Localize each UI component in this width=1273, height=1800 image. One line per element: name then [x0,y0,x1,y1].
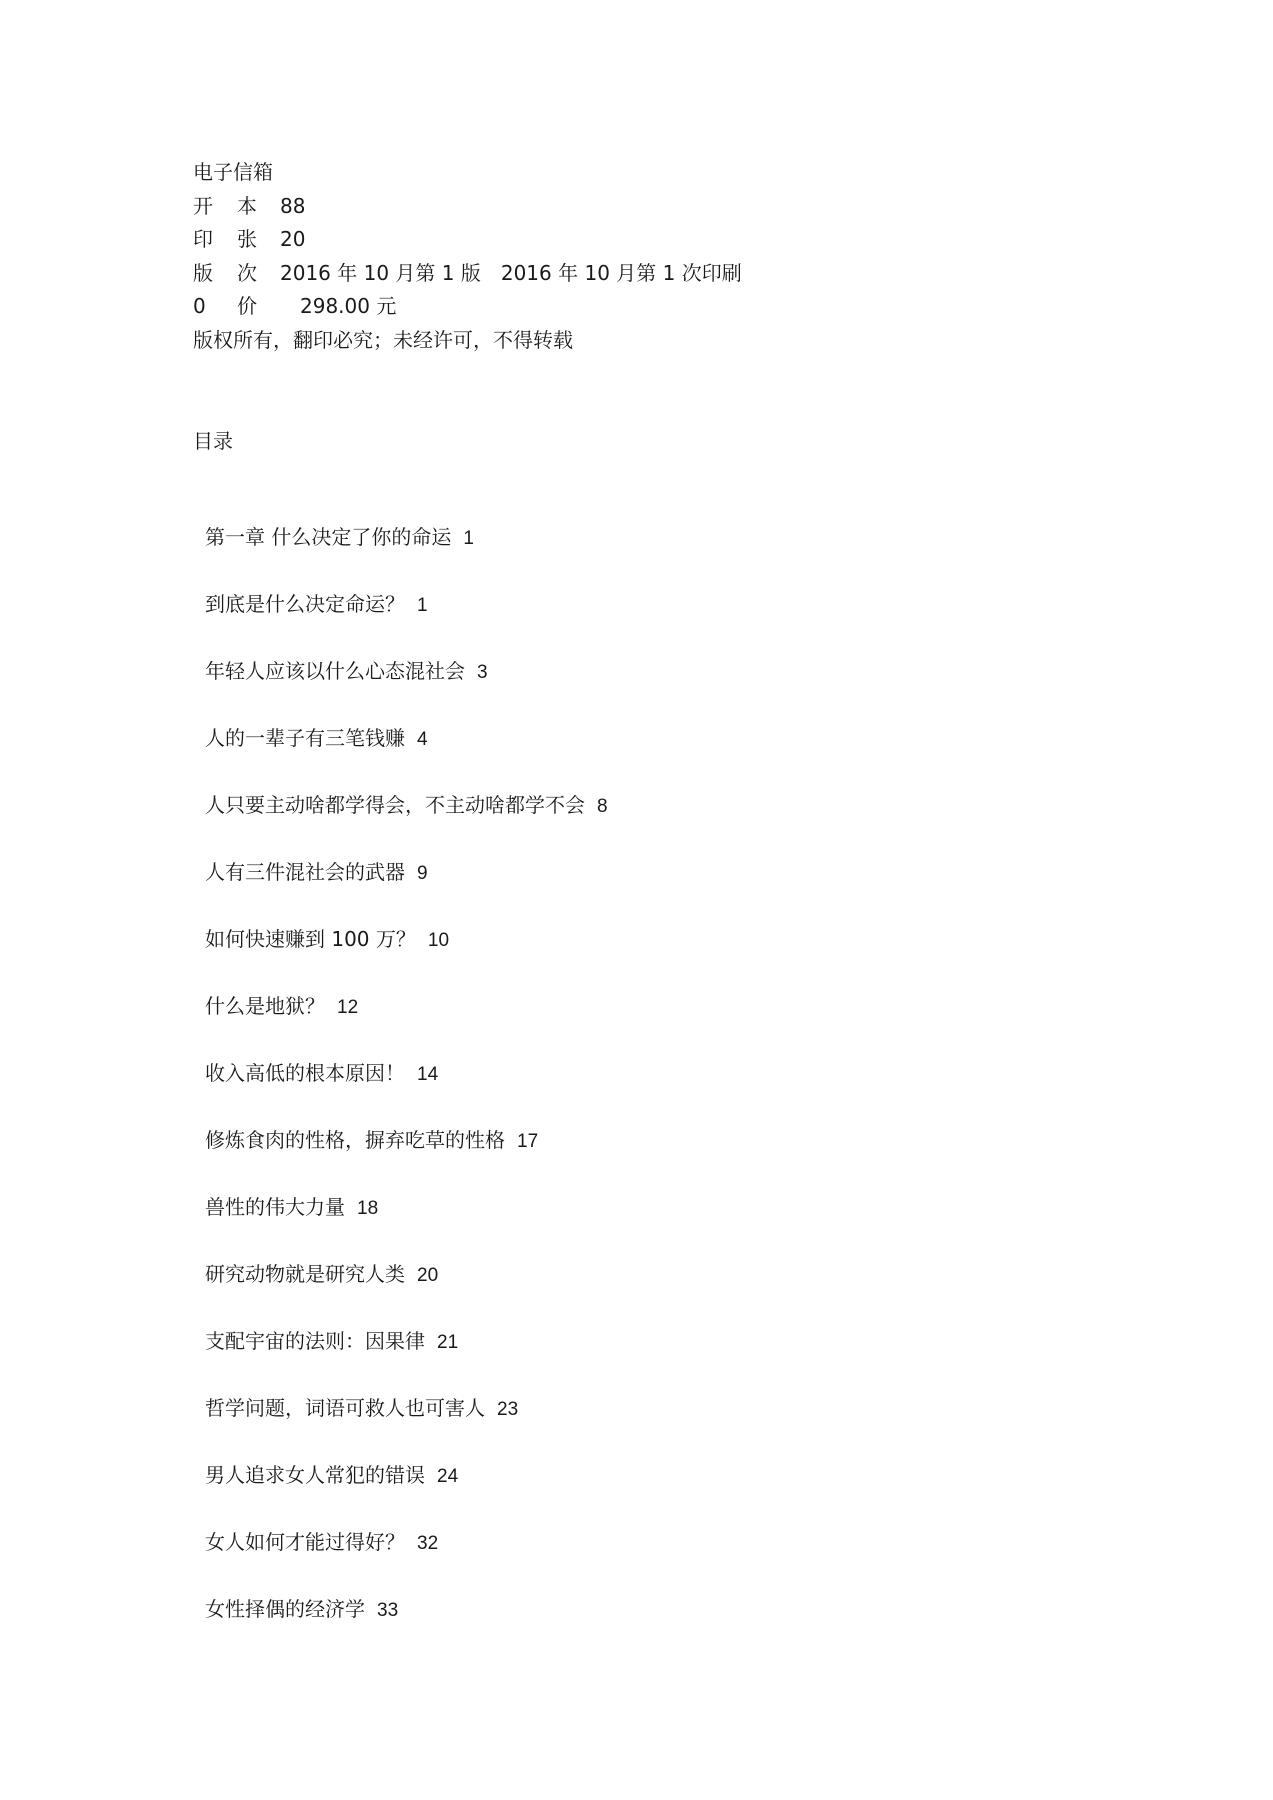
toc-entry-title: 人只要主动啥都学得会，不主动啥都学不会 [205,793,585,817]
toc-entry-title: 支配宇宙的法则：因果律 [205,1329,425,1353]
price-value: 298.00 元 [300,294,397,318]
toc-entry-page: 33 [377,1600,399,1621]
toc-entry-title: 什么是地狱？ [205,994,325,1018]
toc-entry[interactable] [205,1460,608,1527]
toc-entry-title: 人有三件混社会的武器 [205,860,405,884]
toc-entry[interactable] [205,924,608,991]
toc-entry-page: 14 [417,1064,439,1085]
toc-entry-title: 女性择偶的经济学 [205,1597,365,1621]
toc-entry[interactable] [205,1058,608,1125]
email-row [193,156,1093,190]
toc-entry[interactable] [205,1125,608,1192]
toc-entry-title: 如何快速赚到 100 万？ [205,927,416,951]
toc-entry-page: 1 [463,528,474,549]
toc-entry[interactable] [205,1594,608,1661]
toc-entry[interactable] [205,1393,608,1460]
toc-entry-page: 3 [477,662,488,683]
toc-entry-page: 4 [417,729,428,750]
format-value: 88 [280,193,306,218]
toc-entry-title: 人的一辈子有三笔钱赚 [205,726,405,750]
toc-title: 目录 [193,429,233,453]
toc-entry-page: 18 [357,1198,379,1219]
toc-entry-page: 10 [427,930,450,951]
colophon [193,156,1093,357]
toc-entry[interactable] [205,790,608,857]
toc-entry[interactable] [205,522,608,589]
toc-entry-page: 17 [517,1131,539,1152]
toc-entry-title: 男人追求女人常犯的错误 [205,1463,425,1487]
copyright-notice: 版权所有，翻印必究；未经许可，不得转载 [193,327,573,352]
toc-entry-page: 12 [337,997,359,1018]
toc-entry-title: 收入高低的根本原因！ [205,1061,405,1085]
toc-entry[interactable] [205,1527,608,1594]
toc-list [205,522,608,1661]
format-row [193,190,1093,224]
edition-row [193,257,1093,291]
toc-entry[interactable] [205,991,608,1058]
edition-value: 2016 年 10 月第 1 版 2016 年 10 月第 1 次印刷 [280,260,742,285]
toc-entry-title: 研究动物就是研究人类 [205,1262,405,1286]
toc-entry-title: 兽性的伟大力量 [205,1195,345,1219]
toc-entry-title: 女人如何才能过得好？ [205,1530,405,1554]
toc-entry-page: 8 [597,796,608,817]
toc-entry-page: 1 [417,595,428,616]
price-row [193,290,1093,324]
format-label: 开 本 [193,193,257,218]
toc-entry[interactable] [205,1259,608,1326]
edition-label: 版 次 [193,260,257,285]
toc-entry-page: 24 [437,1466,459,1487]
toc-entry-page: 23 [497,1399,519,1420]
toc-entry[interactable] [205,656,608,723]
toc-entry[interactable] [205,1326,608,1393]
toc-entry-page: 32 [417,1533,439,1554]
toc-entry[interactable] [205,589,608,656]
toc-entry[interactable] [205,1192,608,1259]
toc-entry-title: 修炼食肉的性格，摒弃吃草的性格 [205,1128,505,1152]
toc-entry-page: 20 [417,1265,439,1286]
toc-entry-title: 年轻人应该以什么心态混社会 [205,659,465,683]
toc-entry-page: 21 [437,1332,459,1353]
sheets-value: 20 [280,227,306,251]
toc-entry-title: 到底是什么决定命运？ [205,592,405,616]
sheets-row [193,223,1093,257]
sheets-label: 印 张 [193,227,257,251]
price-label: 0 价 [193,294,257,318]
toc-entry-title: 第一章 什么决定了你的命运 [205,525,452,549]
toc-entry-page: 9 [417,863,428,884]
toc-entry-title: 哲学问题，词语可救人也可害人 [205,1396,485,1420]
toc-entry[interactable] [205,723,608,790]
email-label: 电子信箱 [193,160,273,184]
toc-entry[interactable] [205,857,608,924]
